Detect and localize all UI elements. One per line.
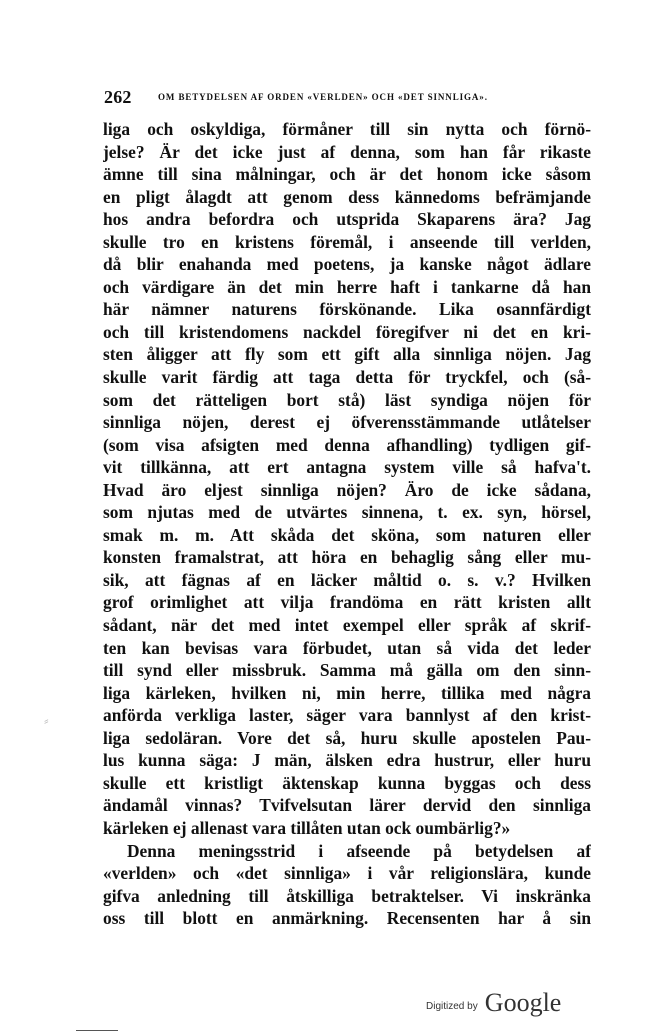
text-line: Hvad äro eljest sinnliga nöjen? Äro de icke sådana,: [103, 479, 591, 500]
text-line: (som visa afsigten med denna afhandling) tydligen gif-: [103, 434, 591, 455]
text-line: skulle varit färdig att taga detta för tryckfel, och (så-: [103, 367, 591, 388]
text-line: grof orimlighet att vilja frandöma en rätt kristen allt: [103, 592, 591, 613]
text-line: Denna meningsstrid i afseende på betydelsen af: [127, 840, 591, 861]
digitized-watermark: [426, 988, 561, 1018]
text-line: sten åligger att fly som ett gift alla sinnliga nöjen. Jag: [103, 344, 591, 365]
text-line: liga och oskyldiga, förmåner till sin nytta och förnö-: [103, 119, 591, 139]
text-line: vit tillkänna, att ert antagna system ville så hafva't.: [103, 457, 591, 478]
watermark-brand: Google: [484, 988, 562, 1017]
text-line: kärleken ej allenast vara tillåten utan ock oumbärlig?»: [103, 817, 511, 838]
running-head: OM BETYDELSEN AF ORDEN «VERLDEN» OCH «DET SINNLIGA».: [158, 92, 488, 102]
text-line: anförda verkliga laster, säger vara bannlyst af den krist-: [103, 705, 591, 726]
text-line: ämne till sina målningar, och är det honom icke såsom: [103, 164, 591, 185]
text-line: skulle tro en kristens föremål, i anseende till verlden,: [103, 231, 591, 252]
page-header: [104, 87, 574, 109]
page-number: 262: [104, 87, 132, 107]
margin-mark: ⸗: [44, 714, 49, 729]
text-line: lus kunna säga: J män, älsken edra hustrur, eller huru: [103, 750, 591, 771]
text-line: «verlden» och «det sinnliga» i vår religionslära, kunde: [103, 863, 591, 884]
text-line: sinnliga nöjen, derest ej öfverensstämmande utlåtelser: [103, 412, 591, 433]
text-line: till synd eller missbruk. Samma må gälla om den sinn-: [103, 660, 591, 681]
text-line: oss till blott en anmärkning. Recensenten har å sin: [103, 908, 591, 929]
text-line: sådant, när det med intet exempel eller språk af skrif-: [103, 615, 591, 636]
text-line: smak m. m. Att skåda det sköna, som naturen eller: [103, 524, 591, 545]
text-line: en pligt ålagdt att genom dess kännedoms befrämjande: [103, 186, 591, 207]
text-line: ändamål vinnas? Tvifvelsutan lärer dervid den sinnliga: [103, 795, 591, 816]
text-line: sik, att fägnas af en läcker måltid o. s. v.? Hvilken: [103, 569, 591, 590]
text-line: här nämner naturens förskönande. Lika osannfärdigt: [103, 299, 591, 320]
text-line: skulle ett kristligt äktenskap kunna byggas och dess: [103, 772, 591, 793]
text-line: som njutas med de utvärtes sinnena, t. ex. syn, hörsel,: [103, 502, 591, 523]
text-line: som det rätteligen bort stå) läst syndiga nöjen för: [103, 389, 591, 410]
text-line: och värdigare än det min herre haft i tankarne då han: [103, 276, 591, 297]
bottom-rule: [76, 1030, 118, 1031]
text-line: ten kan bevisas vara förbudet, utan så vida det leder: [103, 637, 591, 658]
text-line: konsten framalstrat, att höra en behaglig sång eller mu-: [103, 547, 591, 568]
text-line: och till kristendomens nackdel föregifver ni det en kri-: [103, 321, 591, 342]
text-line: gifva anledning till åtskilliga betraktelser. Vi inskränka: [103, 885, 591, 906]
text-line: liga kärleken, hvilken ni, min herre, tillika med några: [103, 682, 591, 703]
text-line: jelse? Är det icke just af denna, som han får rikaste: [103, 141, 591, 162]
watermark-prefix: Digitized by: [426, 1001, 478, 1012]
text-line: då blir enahanda med poetens, ja kanske något ädlare: [103, 254, 591, 275]
text-line: liga sedoläran. Vore det så, huru skulle apostelen Pau-: [103, 727, 591, 748]
body-text: [103, 118, 591, 930]
text-line: hos andra befordra och utsprida Skaparens ära? Jag: [103, 209, 591, 230]
